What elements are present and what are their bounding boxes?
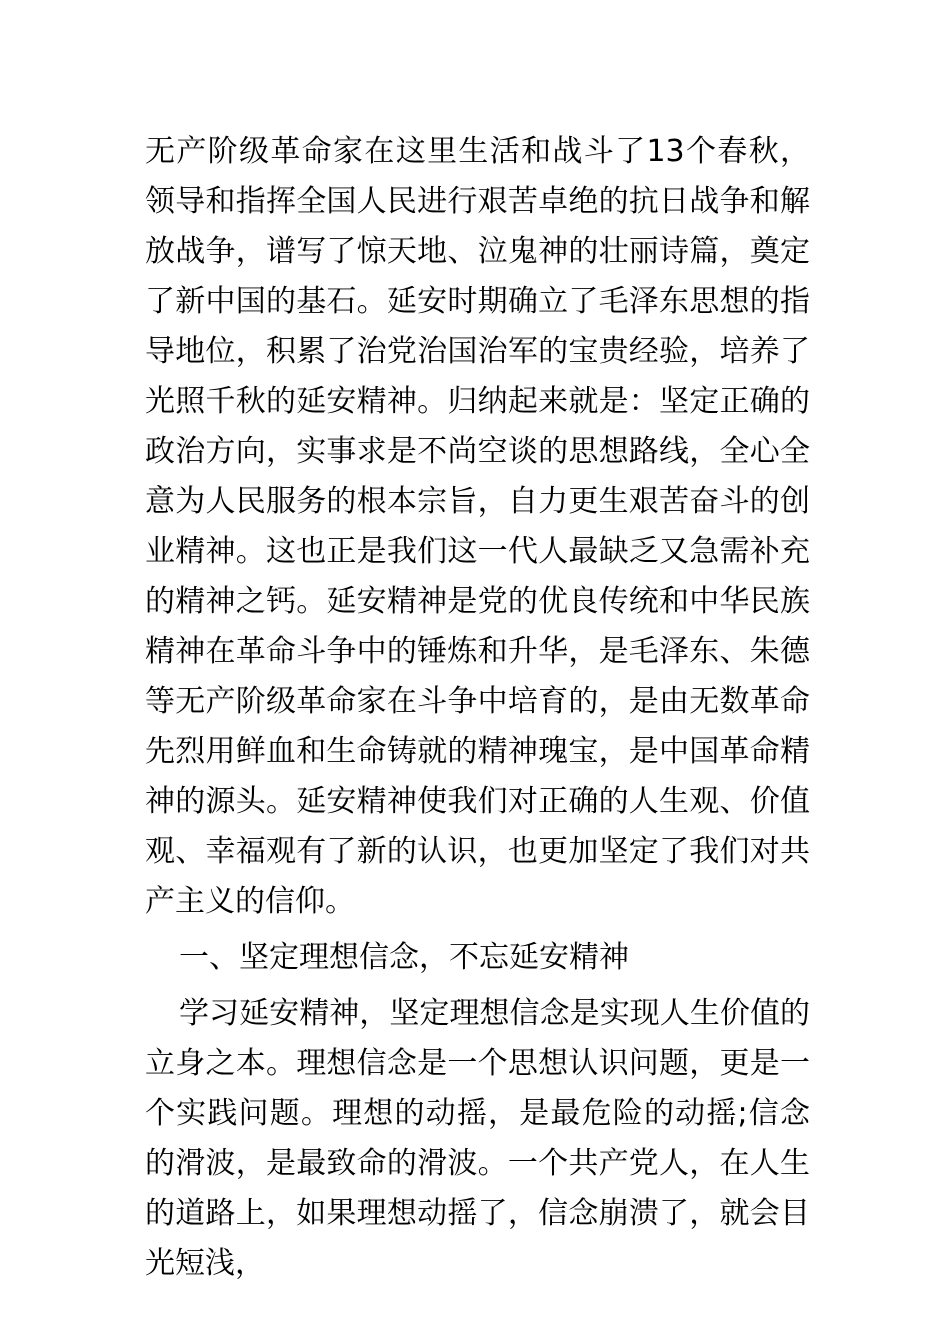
body-paragraph-2: 学习延安精神，坚定理想信念是实现人生价值的立身之本。理想信念是一个思想认识问题，更是一个实践问题。理想的动摇，是最危险的动摇;信念的滑波，是最致命的滑波。一个共产党人，在人生的道路上，如果理想动摇了，信念崩溃了，就会目光短浅， xyxy=(145,996,810,1281)
section-heading: 一、坚定理想信念，不忘延安精神 xyxy=(179,940,629,975)
document-page xyxy=(145,127,810,1289)
body-paragraph-1: 无产阶级革命家在这里生活和战斗了13个春秋，领导和指挥全国人民进行艰苦卓绝的抗日战争和解放战争，谱写了惊天地、泣鬼神的壮丽诗篇，奠定了新中国的基石。延安时期确立了毛泽东思想的指导地位，积累了治党治国治军的宝贵经验，培养了光照千秋的延安精神。归纳起来就是：坚定正确的政治方向，实事求是不尚空谈的思想路线，全心全意为人民服务的根本宗旨，自力更生艰苦奋斗的创业精神。这也正是我们这一代人最缺乏又急需补充的精神之钙。延安精神是党的优良传统和中华民族精神在革命斗争中的锤炼和升华，是毛泽东、朱德等无产阶级革命家在斗争中培育的，是由无数革命先烈用鲜血和生命铸就的精神瑰宝，是中国革命精神的源头。延安精神使我们对正确的人生观、价值观、幸福观有了新的认识，也更加坚定了我们对共产主义的信仰。 xyxy=(145,134,810,919)
